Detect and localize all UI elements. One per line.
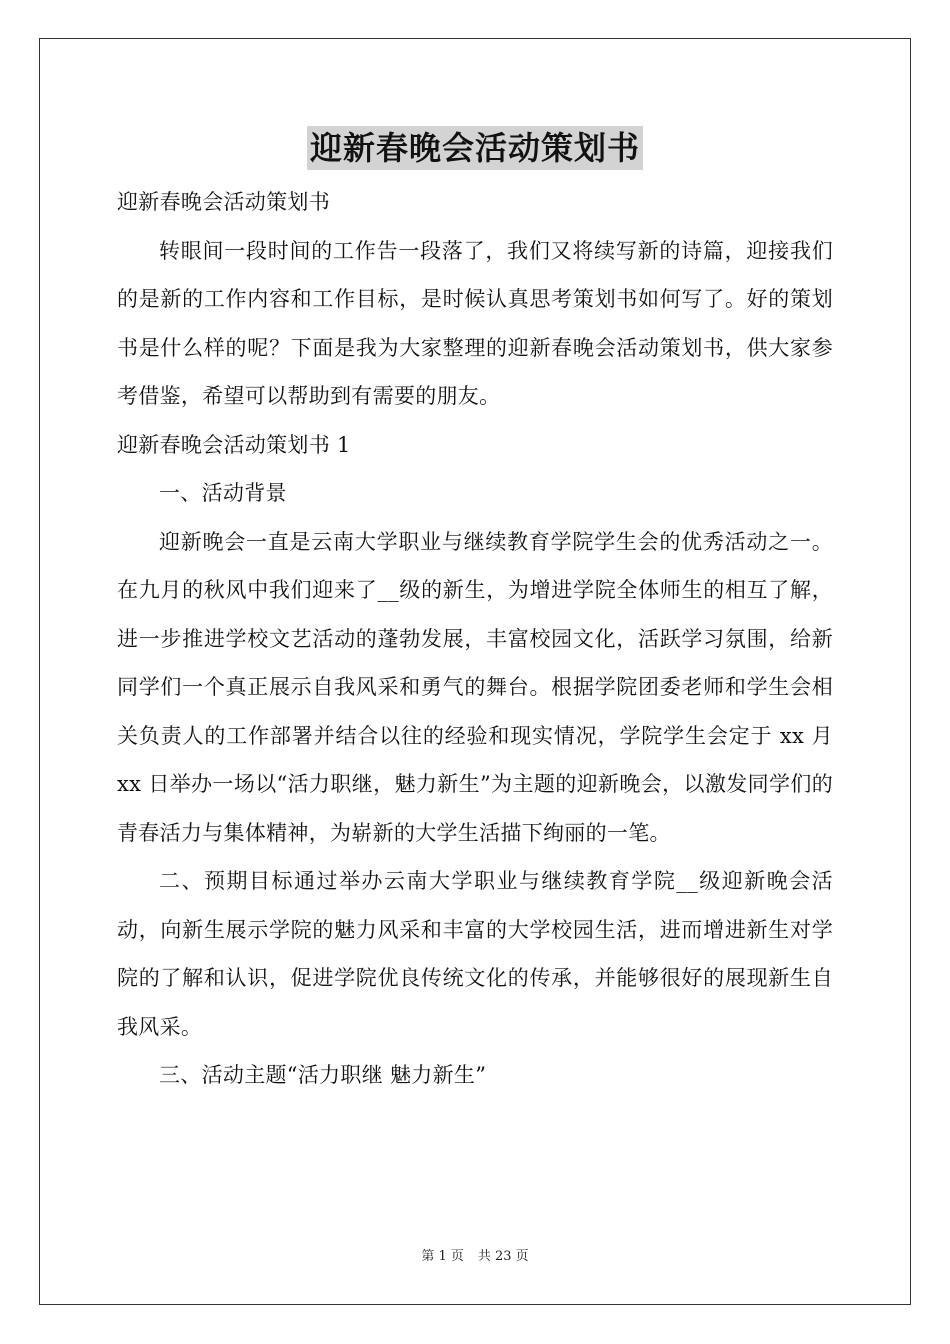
page-number: 第 1 页: [421, 1249, 464, 1264]
document-title: 迎新春晚会活动策划书: [307, 126, 643, 170]
goals-paragraph: 二、预期目标通过举办云南大学职业与继续教育学院__级迎新晚会活动，向新生展示学院的魅力风采和丰富的大学校园生活，进而增进新生对学院的了解和认识，促进学院优良传统文化的传承，并能够很好的展现新生自我风采。: [117, 869, 833, 1039]
background-paragraph: 迎新晚会一直是云南大学职业与继续教育学院学生会的优秀活动之一。在九月的秋风中我们迎来了__级的新生，为增进学院全体师生的相互了解，进一步推进学校文艺活动的蓬勃发展，丰富校园文化，活跃学习氛围，给新同学们一个真正展示自我风采和勇气的舞台。根据学院团委老师和学生会相关负责人的工作部署并结合以往的经验和现实情况，学院学生会定于 xx 月 xx 日举办一场以“活力职继，魅力新生”为主题的迎新晚会，以激发同学们的青春活力与集体精神，为崭新的大学生活描下绚丽的一笔。: [117, 529, 833, 845]
document-body: [117, 178, 833, 1100]
subtitle-paragraph: 迎新春晚会活动策划书: [117, 190, 330, 214]
page-footer: [0, 1248, 950, 1266]
subheading-background: 一、活动背景: [159, 481, 287, 505]
theme-paragraph: 三、活动主题“活力职继 魅力新生”: [159, 1063, 487, 1087]
intro-paragraph: 转眼间一段时间的工作告一段落了，我们又将续写新的诗篇，迎接我们的是新的工作内容和工作目标，是时候认真思考策划书如何写了。好的策划书是什么样的呢？下面是我为大家整理的迎新春晚会活动策划书，供大家参考借鉴，希望可以帮助到有需要的朋友。: [117, 238, 833, 408]
title-container: [0, 126, 950, 170]
section-heading-1: 迎新春晚会活动策划书 1: [117, 432, 351, 457]
page-total: 共 23 页: [477, 1249, 529, 1264]
